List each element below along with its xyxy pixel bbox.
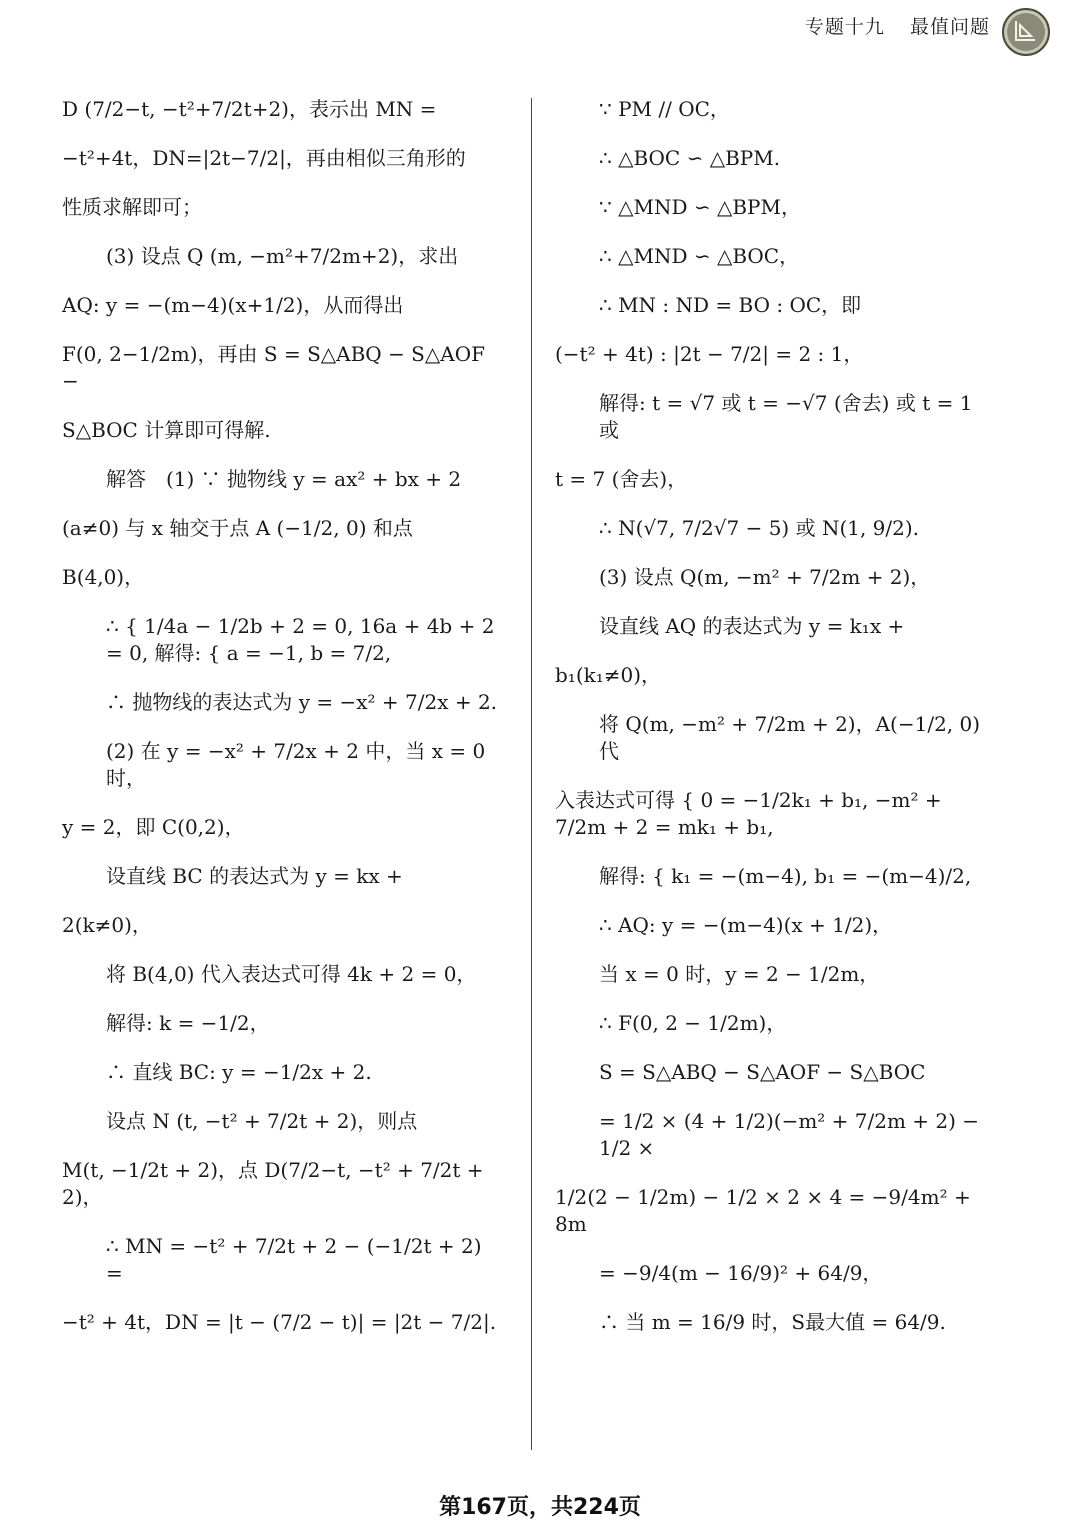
- left-line: D (7/2−t, −t²+7/2t+2)，表示出 MN =: [62, 97, 437, 121]
- equation-system: ∴ { 1/4a − 1/2b + 2 = 0, 16a + 4b + 2 = 0, 解得: { a = −1, b = 7/2,: [106, 614, 495, 665]
- left-line: 将 B(4,0) 代入表达式可得 4k + 2 = 0，: [106, 962, 477, 986]
- right-line: 将 Q(m, −m² + 7/2m + 2)，A(−1/2, 0) 代: [599, 712, 981, 763]
- left-line: ∴ 直线 BC: y = −1/2x + 2.: [106, 1060, 372, 1084]
- equation-system: 解得: { k₁ = −(m−4), b₁ = −(m−4)/2,: [599, 864, 972, 888]
- left-line: (3) 设点 Q (m, −m²+7/2m+2)，求出: [106, 244, 459, 268]
- page-footer: 第167页，共224页: [439, 1495, 641, 1520]
- right-line: ∴ F(0, 2 − 1/2m)，: [599, 1011, 787, 1035]
- right-line: (−t² + 4t) : |2t − 7/2| = 2 : 1，: [555, 342, 864, 366]
- right-line: b₁(k₁≠0)，: [555, 663, 662, 687]
- right-line: 当 x = 0 时，y = 2 − 1/2m，: [599, 962, 880, 986]
- left-line: M(t, −1/2t + 2)，点 D(7/2−t, −t² + 7/2t + 2)，: [62, 1158, 484, 1209]
- right-column: [555, 96, 995, 1336]
- right-line: 设直线 AQ 的表达式为 y = k₁x +: [599, 614, 905, 638]
- left-column: [62, 96, 502, 1336]
- answer-heading-line: 解答 (1) ∵ 抛物线 y = ax² + bx + 2: [106, 467, 462, 491]
- right-line: ∵ △MND ∽ △BPM，: [599, 195, 801, 219]
- left-line: 设直线 BC 的表达式为 y = kx +: [106, 864, 403, 888]
- left-line: −t²+4t，DN=|2t−7/2|，再由相似三角形的: [62, 146, 466, 170]
- right-line: ∴ 当 m = 16/9 时，S最大值 = 64/9.: [599, 1310, 946, 1334]
- left-line: 解得: k = −1/2，: [106, 1011, 270, 1035]
- left-line: (a≠0) 与 x 轴交于点 A (−1/2, 0) 和点: [62, 516, 413, 540]
- right-line: = −9/4(m − 16/9)² + 64/9，: [599, 1261, 883, 1285]
- left-line: ∴ MN = −t² + 7/2t + 2 − (−1/2t + 2) =: [106, 1234, 482, 1285]
- left-line: B(4,0)，: [62, 565, 145, 589]
- right-line: ∴ MN : ND = BO : OC，即: [599, 293, 862, 317]
- book-logo-icon: [1002, 8, 1050, 56]
- right-line: = 1/2 × (4 + 1/2)(−m² + 7/2m + 2) − 1/2 ×: [599, 1109, 980, 1160]
- left-line: −t² + 4t，DN = |t − (7/2 − t)| = |2t − 7/2|.: [62, 1310, 497, 1334]
- right-line: (3) 设点 Q(m, −m² + 7/2m + 2)，: [599, 565, 931, 589]
- left-line: y = 2，即 C(0,2)，: [62, 815, 245, 839]
- header-topic: 专题十九: [804, 16, 885, 38]
- right-line: 解得: t = √7 或 t = −√7 (舍去) 或 t = 1 或: [599, 391, 973, 442]
- right-line: 1/2(2 − 1/2m) − 1/2 × 2 × 4 = −9/4m² + 8m: [555, 1185, 971, 1236]
- right-line: ∴ △BOC ∽ △BPM.: [599, 146, 781, 170]
- right-line: ∵ PM // OC，: [599, 97, 730, 121]
- header-title: 最值问题: [909, 16, 990, 38]
- left-line: F(0, 2−1/2m)，再由 S = S△ABQ − S△AOF −: [62, 342, 485, 393]
- right-line: ∴ AQ: y = −(m−4)(x + 1/2)，: [599, 913, 893, 937]
- page-header: [787, 12, 990, 39]
- right-line: ∴ N(√7, 7/2√7 − 5) 或 N(1, 9/2).: [599, 516, 920, 540]
- right-line: t = 7 (舍去)，: [555, 467, 688, 491]
- right-line: S = S△ABQ − S△AOF − S△BOC: [599, 1060, 926, 1084]
- right-line: ∴ △MND ∽ △BOC，: [599, 244, 800, 268]
- left-line: (2) 在 y = −x² + 7/2x + 2 中，当 x = 0 时，: [106, 739, 486, 790]
- left-line: 2(k≠0)，: [62, 913, 152, 937]
- equation-system: 入表达式可得 { 0 = −1/2k₁ + b₁, −m² + 7/2m + 2 = mk₁ + b₁,: [555, 788, 942, 839]
- left-line: ∴ 抛物线的表达式为 y = −x² + 7/2x + 2.: [106, 690, 498, 714]
- left-line: S△BOC 计算即可得解.: [62, 418, 271, 442]
- left-line: 性质求解即可；: [62, 195, 202, 219]
- left-line: 设点 N (t, −t² + 7/2t + 2)，则点: [106, 1109, 418, 1133]
- left-line: AQ: y = −(m−4)(x+1/2)，从而得出: [62, 293, 404, 317]
- column-divider: [531, 98, 532, 1450]
